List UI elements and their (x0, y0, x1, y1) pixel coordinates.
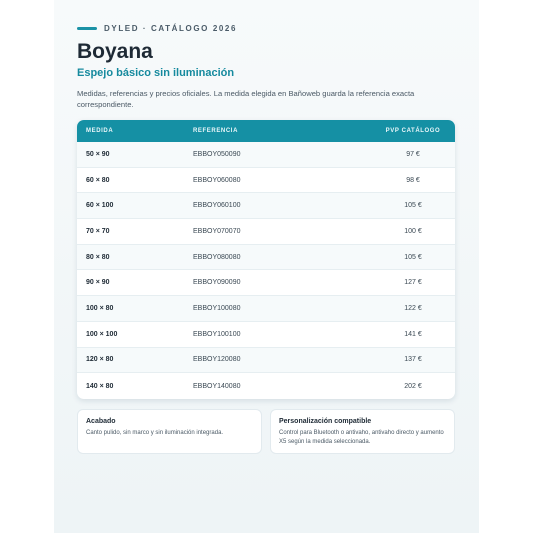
cell-reference: EBBOY060080 (193, 176, 241, 184)
table-header (77, 120, 455, 142)
price-table (77, 120, 455, 399)
cell-size: 70 × 70 (86, 227, 110, 235)
cell-size: 100 × 80 (86, 304, 114, 312)
table-row (77, 219, 455, 245)
cell-size: 50 × 90 (86, 150, 110, 158)
cell-price: 122 € (404, 304, 422, 312)
cell-size: 60 × 100 (86, 202, 114, 210)
accent-bar (77, 27, 97, 30)
cell-reference: EBBOY140080 (193, 382, 241, 390)
eyebrow-text: DYLED · CATÁLOGO 2026 (104, 24, 238, 33)
cell-price: 105 € (404, 253, 422, 261)
page-title: Boyana (77, 40, 153, 63)
intro-text: Medidas, referencias y precios oficiales. La medida elegida en Bañoweb guarda la referencia exacta correspondiente. (77, 89, 415, 109)
table-row (77, 322, 455, 348)
card-customization-text: Control para Bluetooth o antivaho, antivaho directo y aumento X5 según la medida seleccionada. (279, 430, 444, 445)
cell-price: 141 € (404, 330, 422, 338)
cell-reference: EBBOY120080 (193, 356, 241, 364)
cell-price: 127 € (404, 279, 422, 287)
header-reference: REFERENCIA (193, 128, 239, 134)
card-finish-text: Canto pulido, sin marco y sin iluminación integrada. (86, 430, 224, 436)
card-customization-title: Personalización compatible (279, 418, 372, 425)
table-row (77, 142, 455, 168)
cell-price: 137 € (404, 356, 422, 364)
page-subtitle: Espejo básico sin iluminación (77, 67, 235, 79)
cell-price: 202 € (404, 382, 422, 390)
cell-size: 60 × 80 (86, 176, 110, 184)
card-finish-title: Acabado (86, 418, 116, 425)
cell-reference: EBBOY050090 (193, 150, 241, 158)
table-row (77, 373, 455, 399)
table-body (77, 142, 455, 399)
table-row (77, 348, 455, 374)
card-finish (77, 409, 262, 454)
cell-size: 120 × 80 (86, 356, 114, 364)
cell-price: 100 € (404, 227, 422, 235)
table-row (77, 168, 455, 194)
cell-reference: EBBOY060100 (193, 202, 241, 210)
cell-price: 98 € (406, 176, 420, 184)
header-size: MEDIDA (86, 128, 114, 134)
cell-reference: EBBOY100100 (193, 330, 241, 338)
cell-reference: EBBOY090090 (193, 279, 241, 287)
card-customization (270, 409, 455, 454)
cell-reference: EBBOY070070 (193, 227, 241, 235)
cell-size: 80 × 80 (86, 253, 110, 261)
eyebrow (77, 24, 237, 33)
cell-size: 90 × 90 (86, 279, 110, 287)
table-row (77, 193, 455, 219)
cell-size: 100 × 100 (86, 330, 118, 338)
cell-price: 97 € (406, 150, 420, 158)
cell-price: 105 € (404, 202, 422, 210)
cell-reference: EBBOY100080 (193, 304, 241, 312)
table-row (77, 270, 455, 296)
table-row (77, 245, 455, 271)
cell-size: 140 × 80 (86, 382, 114, 390)
header-price: PVP CATÁLOGO (385, 128, 441, 134)
cell-reference: EBBOY080080 (193, 253, 241, 261)
table-row (77, 296, 455, 322)
